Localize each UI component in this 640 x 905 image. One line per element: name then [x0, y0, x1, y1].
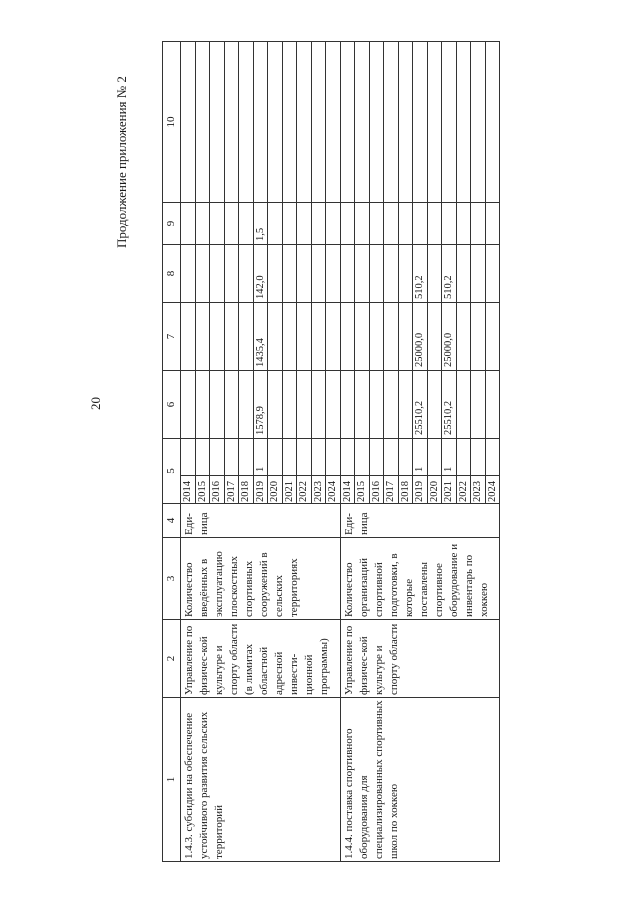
value-cell-v8 — [369, 245, 384, 303]
header-col-1: 1 — [163, 698, 181, 862]
value-cell-v5 — [239, 439, 254, 476]
year-cell: 2020 — [268, 476, 283, 504]
value-cell-v10 — [311, 42, 326, 203]
year-cell: 2017 — [384, 476, 399, 504]
value-cell-v8 — [340, 245, 355, 303]
value-cell-v8: 510,2 — [413, 245, 428, 303]
value-cell-v9 — [456, 203, 471, 245]
value-cell-v6 — [181, 371, 196, 439]
year-cell: 2015 — [355, 476, 370, 504]
year-cell: 2024 — [485, 476, 500, 504]
value-cell-v6 — [326, 371, 341, 439]
year-cell: 2014 — [181, 476, 196, 504]
appendix-table — [162, 41, 500, 862]
value-cell-v6 — [398, 371, 413, 439]
value-cell-v8: 142,0 — [253, 245, 268, 303]
value-cell-v8 — [311, 245, 326, 303]
value-cell-v10 — [398, 42, 413, 203]
value-cell-v9 — [369, 203, 384, 245]
value-cell-v7 — [456, 303, 471, 371]
value-cell-v5 — [195, 439, 210, 476]
value-cell-v9 — [355, 203, 370, 245]
value-cell-v7 — [471, 303, 486, 371]
value-cell-v9 — [427, 203, 442, 245]
header-col-5: 5 — [163, 439, 181, 504]
header-col-8: 8 — [163, 245, 181, 303]
value-cell-v7 — [355, 303, 370, 371]
year-cell: 2019 — [253, 476, 268, 504]
value-cell-v10 — [456, 42, 471, 203]
value-cell-v10 — [239, 42, 254, 203]
value-cell-v6 — [369, 371, 384, 439]
value-cell-v10 — [442, 42, 457, 203]
year-cell: 2022 — [297, 476, 312, 504]
value-cell-v10 — [369, 42, 384, 203]
year-cell: 2018 — [398, 476, 413, 504]
unit-cell: Еди-ница — [340, 504, 500, 538]
value-cell-v6 — [210, 371, 225, 439]
value-cell-v7 — [224, 303, 239, 371]
year-cell: 2016 — [369, 476, 384, 504]
value-cell-v10 — [413, 42, 428, 203]
header-col-9: 9 — [163, 203, 181, 245]
value-cell-v6: 25510,2 — [442, 371, 457, 439]
value-cell-v10 — [195, 42, 210, 203]
value-cell-v6 — [456, 371, 471, 439]
value-cell-v10 — [210, 42, 225, 203]
value-cell-v9 — [311, 203, 326, 245]
value-cell-v10 — [268, 42, 283, 203]
value-cell-v10 — [326, 42, 341, 203]
value-cell-v6: 1578,9 — [253, 371, 268, 439]
value-cell-v8 — [239, 245, 254, 303]
unit-cell: Еди-ница — [181, 504, 341, 538]
value-cell-v5 — [326, 439, 341, 476]
value-cell-v7 — [282, 303, 297, 371]
value-cell-v9 — [282, 203, 297, 245]
value-cell-v10 — [427, 42, 442, 203]
value-cell-v8 — [326, 245, 341, 303]
value-cell-v9 — [224, 203, 239, 245]
value-cell-v8 — [485, 245, 500, 303]
value-cell-v8 — [224, 245, 239, 303]
header-col-4: 4 — [163, 504, 181, 538]
value-cell-v6 — [340, 371, 355, 439]
value-cell-v7 — [181, 303, 196, 371]
table-header — [163, 42, 181, 862]
value-cell-v5 — [210, 439, 225, 476]
value-cell-v6 — [239, 371, 254, 439]
value-cell-v6 — [297, 371, 312, 439]
table-row — [340, 42, 355, 862]
value-cell-v5 — [340, 439, 355, 476]
year-cell: 2022 — [456, 476, 471, 504]
value-cell-v6 — [282, 371, 297, 439]
indicator-cell: Количество организаций спортивной подготовки, в которые поставлены спортивное оборудование и инвентарь по хоккею — [340, 538, 500, 620]
value-cell-v5 — [471, 439, 486, 476]
year-cell: 2017 — [224, 476, 239, 504]
value-cell-v10 — [340, 42, 355, 203]
value-cell-v10 — [181, 42, 196, 203]
value-cell-v6 — [427, 371, 442, 439]
value-cell-v7 — [485, 303, 500, 371]
value-cell-v5 — [355, 439, 370, 476]
page-subtitle: Продолжение приложения № 2 — [114, 76, 129, 248]
value-cell-v7 — [268, 303, 283, 371]
value-cell-v5 — [224, 439, 239, 476]
value-cell-v8 — [268, 245, 283, 303]
value-cell-v9 — [442, 203, 457, 245]
value-cell-v10 — [224, 42, 239, 203]
value-cell-v6 — [195, 371, 210, 439]
value-cell-v5: 1 — [442, 439, 457, 476]
value-cell-v8 — [398, 245, 413, 303]
year-cell: 2019 — [413, 476, 428, 504]
value-cell-v9 — [181, 203, 196, 245]
value-cell-v8: 510,2 — [442, 245, 457, 303]
value-cell-v9 — [340, 203, 355, 245]
value-cell-v9 — [413, 203, 428, 245]
value-cell-v5: 1 — [253, 439, 268, 476]
value-cell-v5 — [427, 439, 442, 476]
value-cell-v7 — [384, 303, 399, 371]
value-cell-v10 — [282, 42, 297, 203]
year-cell: 2018 — [239, 476, 254, 504]
value-cell-v8 — [181, 245, 196, 303]
value-cell-v9 — [398, 203, 413, 245]
value-cell-v7 — [311, 303, 326, 371]
page-number: 20 — [88, 397, 103, 410]
value-cell-v9: 1,5 — [253, 203, 268, 245]
value-cell-v6 — [355, 371, 370, 439]
value-cell-v7: 25000,0 — [442, 303, 457, 371]
year-cell: 2016 — [210, 476, 225, 504]
header-col-2: 2 — [163, 620, 181, 698]
value-cell-v10 — [471, 42, 486, 203]
appendix-table-wrapper — [162, 42, 498, 862]
value-cell-v6 — [311, 371, 326, 439]
executor-cell: Управление по физичес-кой культуре и спорту области — [340, 620, 500, 698]
value-cell-v6 — [384, 371, 399, 439]
value-cell-v9 — [210, 203, 225, 245]
value-cell-v8 — [355, 245, 370, 303]
value-cell-v8 — [384, 245, 399, 303]
value-cell-v10 — [297, 42, 312, 203]
value-cell-v8 — [210, 245, 225, 303]
value-cell-v6: 25510,2 — [413, 371, 428, 439]
year-cell: 2021 — [442, 476, 457, 504]
year-cell: 2024 — [326, 476, 341, 504]
value-cell-v8 — [471, 245, 486, 303]
value-cell-v7: 25000,0 — [413, 303, 428, 371]
value-cell-v10 — [384, 42, 399, 203]
indicator-cell: Количество введённых в эксплуатацию плоскостных спортивных сооружений в сельских территориях — [181, 538, 341, 620]
measure-cell: 1.4.3. субсидии на обеспечение устойчивого развития сельских территорий — [181, 698, 341, 862]
value-cell-v7 — [326, 303, 341, 371]
year-cell: 2014 — [340, 476, 355, 504]
year-cell: 2021 — [282, 476, 297, 504]
value-cell-v6 — [485, 371, 500, 439]
value-cell-v8 — [427, 245, 442, 303]
year-cell: 2020 — [427, 476, 442, 504]
value-cell-v6 — [471, 371, 486, 439]
year-cell: 2023 — [311, 476, 326, 504]
value-cell-v6 — [224, 371, 239, 439]
value-cell-v5 — [297, 439, 312, 476]
table-row — [181, 42, 196, 862]
value-cell-v6 — [268, 371, 283, 439]
value-cell-v7 — [297, 303, 312, 371]
executor-cell: Управление по физичес-кой культуре и спорту области (в лимитах областной адресной инвести-ционной программы) — [181, 620, 341, 698]
value-cell-v10 — [253, 42, 268, 203]
value-cell-v8 — [195, 245, 210, 303]
value-cell-v9 — [268, 203, 283, 245]
value-cell-v5 — [282, 439, 297, 476]
value-cell-v5 — [456, 439, 471, 476]
value-cell-v9 — [326, 203, 341, 245]
value-cell-v9 — [195, 203, 210, 245]
value-cell-v9 — [471, 203, 486, 245]
value-cell-v7 — [369, 303, 384, 371]
table-body — [181, 42, 500, 862]
value-cell-v7 — [398, 303, 413, 371]
header-col-6: 6 — [163, 371, 181, 439]
year-cell: 2023 — [471, 476, 486, 504]
value-cell-v9 — [297, 203, 312, 245]
value-cell-v8 — [297, 245, 312, 303]
value-cell-v7 — [210, 303, 225, 371]
value-cell-v7: 1435,4 — [253, 303, 268, 371]
value-cell-v7 — [195, 303, 210, 371]
header-col-3: 3 — [163, 538, 181, 620]
value-cell-v5: 1 — [413, 439, 428, 476]
value-cell-v5 — [369, 439, 384, 476]
value-cell-v5 — [485, 439, 500, 476]
value-cell-v7 — [239, 303, 254, 371]
value-cell-v8 — [456, 245, 471, 303]
value-cell-v9 — [384, 203, 399, 245]
value-cell-v10 — [355, 42, 370, 203]
value-cell-v5 — [384, 439, 399, 476]
value-cell-v8 — [282, 245, 297, 303]
header-col-7: 7 — [163, 303, 181, 371]
value-cell-v9 — [239, 203, 254, 245]
value-cell-v10 — [485, 42, 500, 203]
value-cell-v5 — [311, 439, 326, 476]
year-cell: 2015 — [195, 476, 210, 504]
value-cell-v7 — [340, 303, 355, 371]
header-col-10: 10 — [163, 42, 181, 203]
measure-cell: 1.4.4. поставка спортивного оборудования для специализированных спортивных школ по хоккею — [340, 698, 500, 862]
value-cell-v7 — [427, 303, 442, 371]
value-cell-v9 — [485, 203, 500, 245]
value-cell-v5 — [268, 439, 283, 476]
value-cell-v5 — [181, 439, 196, 476]
value-cell-v5 — [398, 439, 413, 476]
